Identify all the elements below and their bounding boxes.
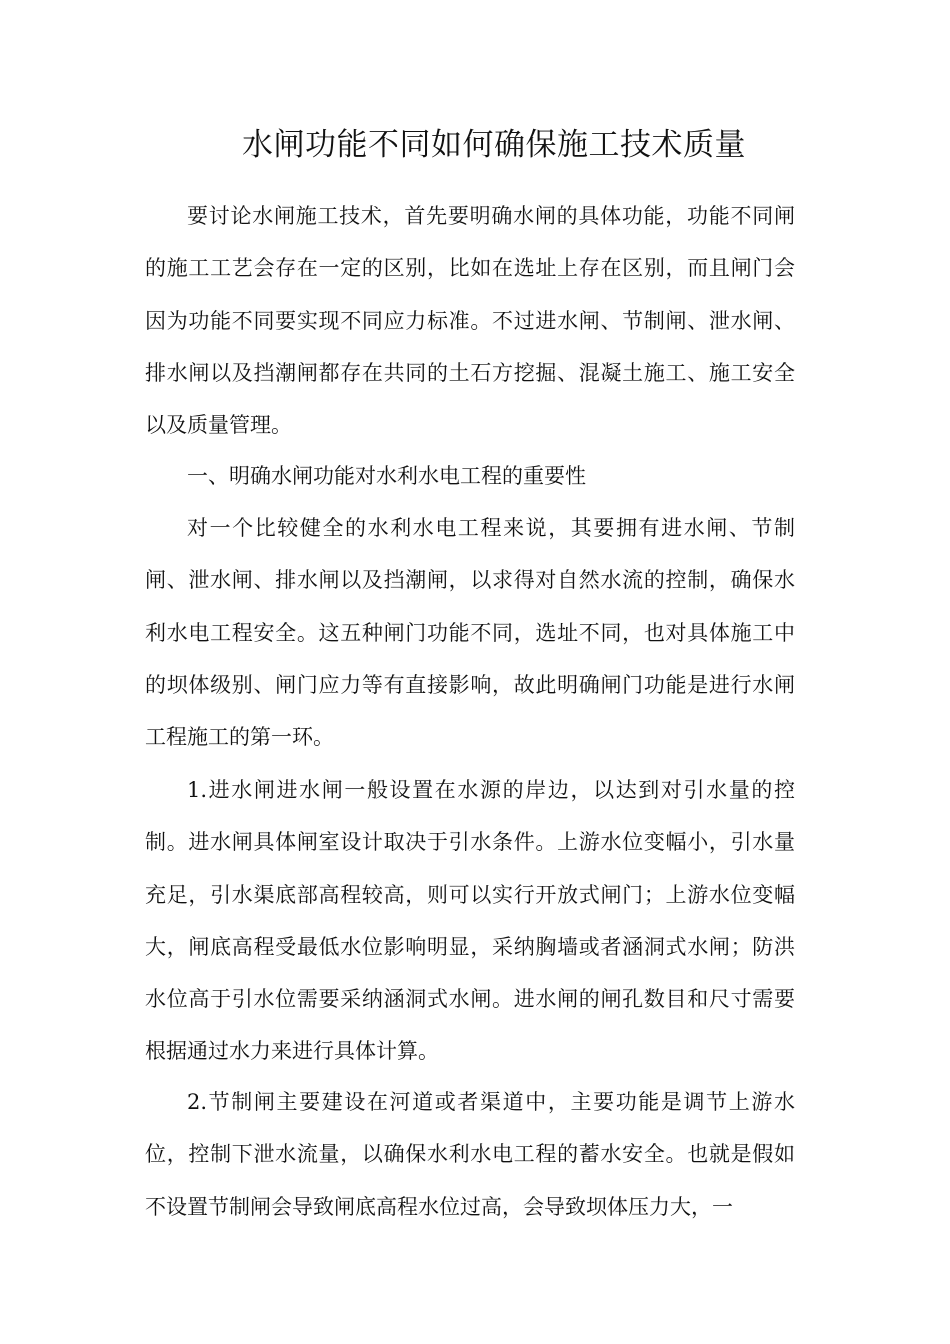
paragraph-control-gate: 2.节制闸主要建设在河道或者渠道中，主要功能是调节上游水位，控制下泄水流量，以确保水利水电工程的蓄水安全。也就是假如不设置节制闸会导致闸底高程水位过高，会导致坝体压力大，一 (145, 1090, 795, 1219)
paragraph-intake-gate: 1.进水闸进水闸一般设置在水源的岸边，以达到对引水量的控制。进水闸具体闸室设计取决于引水条件。上游水位变幅小，引水量充足，引水渠底部高程较高，则可以实行开放式闸门；上游水位变幅大，闸底高程受最低水位影响明显，采纳胸墙或者涵洞式水闸；防洪水位高于引水位需要采纳涵洞式水闸。进水闸的闸孔数目和尺寸需要根据通过水力来进行具体计算。 (145, 778, 795, 1064)
paragraph-importance: 对一个比较健全的水利水电工程来说，其要拥有进水闸、节制闸、泄水闸、排水闸以及挡潮闸，以求得对自然水流的控制，确保水利水电工程安全。这五种闸门功能不同，选址不同，也对具体施工中的坝体级别、闸门应力等有直接影响，故此明确闸门功能是进行水闸工程施工的第一环。 (145, 516, 795, 750)
paragraph-intro: 要讨论水闸施工技术，首先要明确水闸的具体功能，功能不同闸的施工工艺会存在一定的区别，比如在选址上存在区别，而且闸门会因为功能不同要实现不同应力标准。不过进水闸、节制闸、泄水闸、排水闸以及挡潮闸都存在共同的土石方挖掘、混凝土施工、施工安全以及质量管理。 (145, 204, 795, 438)
document-title: 水闸功能不同如何确保施工技术质量 (242, 127, 746, 163)
section-heading: 一、明确水闸功能对水利水电工程的重要性 (187, 464, 586, 488)
